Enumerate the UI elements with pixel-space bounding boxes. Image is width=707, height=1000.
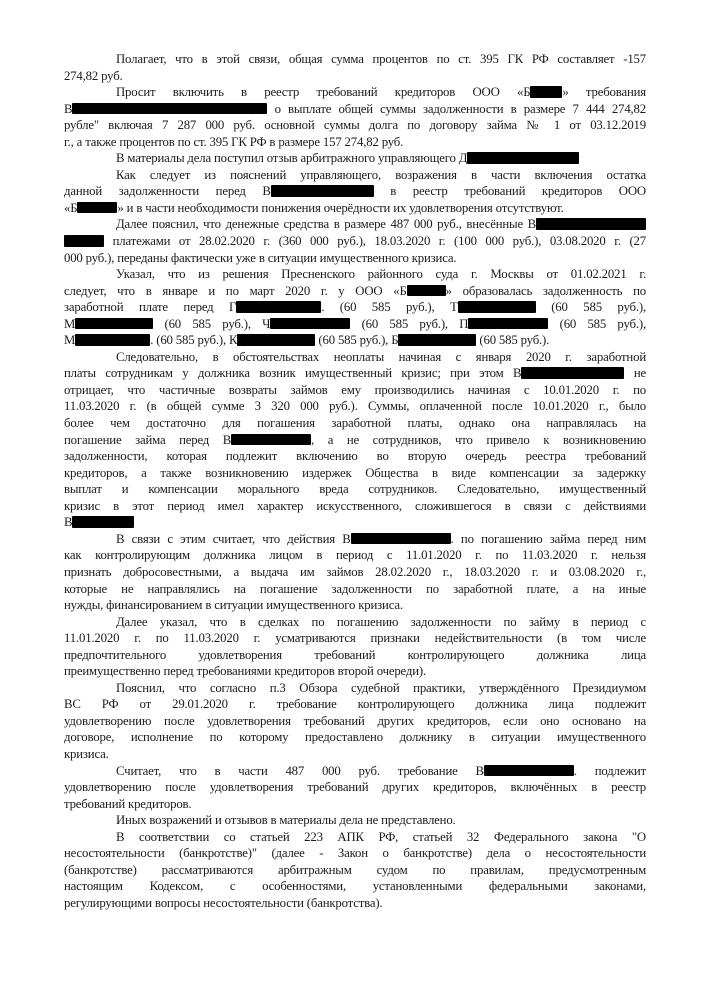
paragraph-9 (64, 614, 646, 680)
redaction-bar (75, 334, 150, 346)
text-line: предпочтительного удовлетворения требований контролирующего должника лица (64, 647, 646, 662)
redaction-bar (237, 334, 315, 346)
redaction-bar (407, 285, 446, 297)
text-line: платежами от 28.02.2020 г. (360 000 руб.), 18.03.2020 г. (100 000 руб.), 03.08.2020 г. (27 (64, 233, 646, 250)
text-line: несостоятельности (банкротстве)" (далее - Закон о банкротстве) дела о несостоятельности (64, 846, 646, 861)
redaction-bar (236, 301, 321, 313)
text-line: В (64, 514, 646, 531)
text-line: задолженности, которая подлежит включению во вторую очередь реестра требований (64, 449, 646, 464)
paragraph-6 (64, 266, 646, 349)
text-line: выплат и компенсации морального вреда сотрудников. Следовательно, имущественный (64, 482, 646, 497)
text-line: ВС РФ от 29.01.2020 г. требование контролирующего должника лица подлежит (64, 697, 646, 712)
text-line: 000 руб.), переданы фактически уже в ситуации имущественного кризиса. (64, 250, 457, 265)
text-line: кредиторов, а также возникновению издержек Общества в виде компенсации за задержку (64, 465, 646, 480)
text-line: В соответствии со статьей 223 АПК РФ, статьей 32 Федерального закона "О (116, 829, 646, 844)
text-line: заработной плате перед Г . (60 585 руб.), Т (60 585 руб.), (64, 300, 646, 315)
redaction-bar (231, 434, 311, 446)
text-line: кризиса. (64, 746, 109, 761)
text-line: М . (60 585 руб.), К (60 585 руб.), Б (60 585 руб.). (64, 333, 550, 348)
text-line: удовлетворению после удовлетворения требований других кредиторов, если оно основано на (64, 713, 646, 728)
text-line: признать добросовестными, а выдача им займов 28.02.2020 г., 18.03.2020 г. и 03.08.2020 г., (64, 564, 646, 579)
text-line: Далее пояснил, что денежные средства в размере 487 000 руб., внесённые В (64, 216, 646, 233)
document-text (64, 51, 646, 911)
redaction-bar (270, 318, 350, 330)
redaction-bar (271, 185, 374, 197)
text-line: Указал, что из решения Пресненского районного суда г. Москвы от 01.02.2021 г. (116, 267, 646, 282)
text-line: Следовательно, в обстоятельствах неоплаты начиная с января 2020 г. заработной (116, 349, 646, 364)
paragraph-7 (64, 349, 646, 531)
text-line: регулирующими вопросы несостоятельности (банкротства). (64, 895, 383, 910)
redaction-bar (521, 367, 624, 379)
redaction-bar (77, 202, 117, 214)
text-line: Полагает, что в этой связи, общая сумма процентов по ст. 395 ГК РФ составляет -157 (116, 52, 646, 66)
text-line: Иных возражений и отзывов в материалы дела не представлено. (116, 813, 456, 828)
text-line: (банкротстве) рассматриваются арбитражным судом по правилам, предусмотренным (64, 862, 646, 877)
text-line: которые не направлялись на погашение задолженности по заработной плате, а на иные (64, 581, 646, 596)
text-line: Пояснил, что согласно п.3 Обзора судебной практики, утверждённого Президиумом (116, 680, 646, 695)
redaction-bar (351, 533, 451, 545)
redaction-bar (398, 334, 476, 346)
redaction-bar (536, 218, 646, 230)
text-line: договоре, исполнение по которому предоставлено должнику в ситуации имущественного (64, 730, 646, 745)
paragraph-10 (64, 680, 646, 763)
text-line: отрицает, что частичные возвраты займов ему производились начиная с 10.01.2020 г. по (64, 382, 646, 397)
text-line: 11.03.2020 г. (в общей сумме 3 320 000 руб.). Суммы, оплаченной после 10.01.2020 г., было (64, 399, 646, 414)
text-line: нужды, финансированием в ситуации имущественного кризиса. (64, 598, 403, 613)
paragraph-5 (64, 216, 646, 266)
redaction-bar (467, 152, 579, 164)
redaction-bar (72, 516, 134, 528)
text-line: рубле" включая 7 287 000 руб. основной суммы долга по договору займа № 1 от 03.12.2019 (64, 118, 646, 133)
paragraph-4 (64, 167, 646, 217)
text-line: Далее указал, что в сделках по погашению задолженности по займу в период с (116, 614, 646, 629)
redaction-bar (468, 318, 548, 330)
text-line: как контролирующим должника лицом в период с 11.01.2020 г. по 11.03.2020 г. нельзя (64, 548, 646, 563)
redaction-bar (484, 765, 574, 777)
text-line: требований кредиторов. (64, 796, 192, 811)
text-line: данной задолженности перед В в реестр требований кредиторов ООО (64, 184, 646, 199)
text-line: Просит включить в реестр требований кредиторов ООО «Б » требования (116, 85, 646, 100)
text-line: более чем достаточно для погашения заработной платы, однако она направлялась на (64, 416, 646, 431)
text-line: погашение займа перед В , а не сотрудников, что привело к возникновению (64, 432, 646, 447)
redaction-bar (75, 318, 153, 330)
text-line: В материалы дела поступил отзыв арбитражного управляющего Д (64, 150, 646, 167)
redaction-bar (64, 235, 104, 247)
text-line: 11.01.2020 г. по 11.03.2020 г. усматриваются признаки недействительности (в том числе (64, 631, 646, 646)
redaction-bar (458, 301, 536, 313)
redaction-bar (72, 103, 267, 115)
text-line: преимущественно перед требованиями кредиторов второй очереди). (64, 664, 426, 679)
text-line: Как следует из пояснений управляющего, возражения в части включения остатка (116, 167, 646, 182)
paragraph-8 (64, 531, 646, 614)
text-line: удовлетворению после удовлетворения требований других кредиторов, включённых в реестр (64, 780, 646, 795)
text-line: Считает, что в части 487 000 руб. требование В . подлежит (116, 763, 646, 778)
text-line: платы сотрудникам у должника возник имущественный кризис; при этом В не (64, 366, 647, 381)
text-line: В связи с этим считает, что действия В . по погашению займа перед ним (116, 531, 647, 546)
paragraph-3 (64, 150, 646, 167)
text-line: настоящим Кодексом, с особенностями, установленными федеральными законами, (64, 879, 646, 894)
text-line: «Б » и в части необходимости понижения очерёдности их удовлетворения отсутствуют. (64, 200, 564, 215)
paragraph-11 (64, 763, 646, 813)
paragraph-12 (64, 812, 646, 829)
text-line: В о выплате общей суммы задолженности в размере 7 444 274,82 (64, 101, 646, 116)
text-line: кризис в этот период имел характер искусственного, сложившегося в связи с действиями (64, 498, 646, 513)
paragraph-1 (64, 51, 646, 84)
redaction-bar (530, 86, 562, 98)
text-line: следует, что в январе и по март 2020 г. у ООО «Б » образовалась задолженность по (64, 283, 646, 298)
paragraph-13 (64, 829, 646, 912)
text-line: г., а также процентов по ст. 395 ГК РФ в размере 157 274,82 руб. (64, 134, 404, 149)
text-line: 274,82 руб. (64, 68, 123, 83)
paragraph-2 (64, 84, 646, 150)
text-line: М (60 585 руб.), Ч (60 585 руб.), П (60 585 руб.), (64, 316, 646, 331)
